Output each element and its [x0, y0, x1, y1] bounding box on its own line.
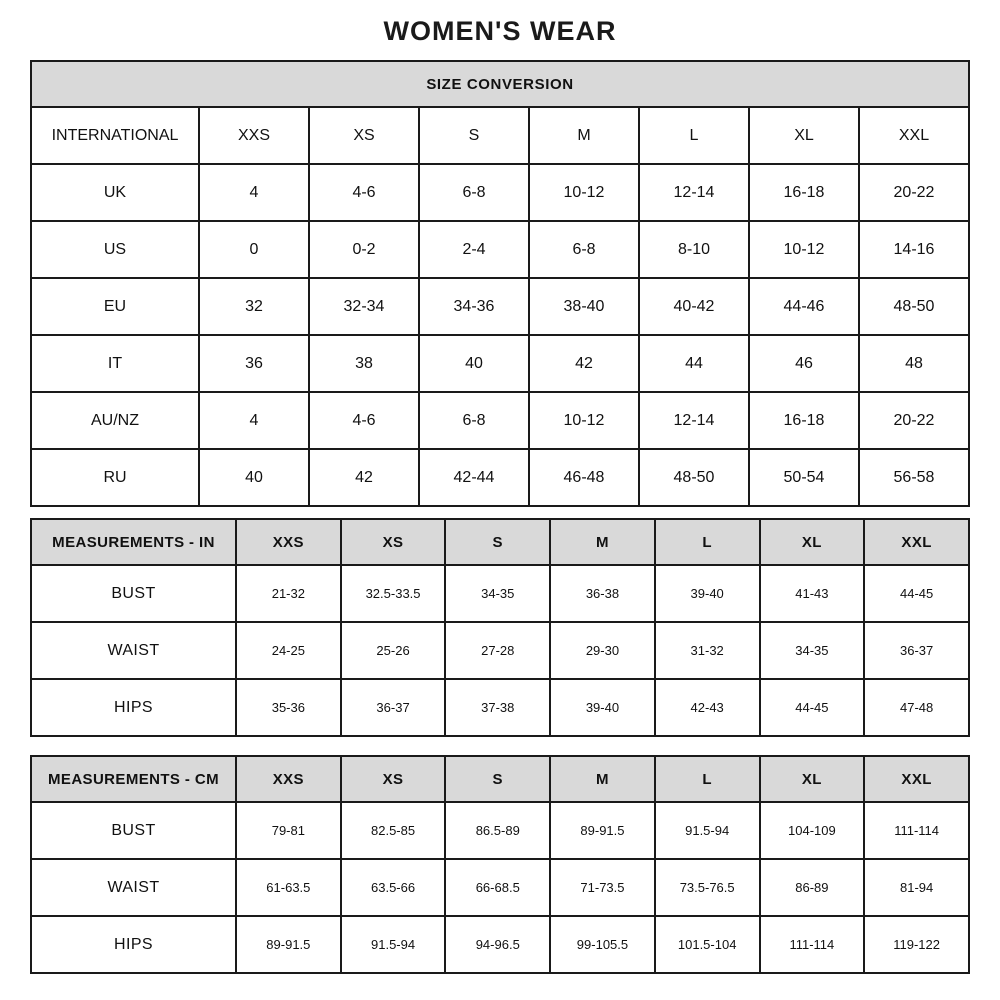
- column-header: XXS: [236, 519, 341, 565]
- table-cell: 46: [749, 335, 859, 392]
- table-cell: 37-38: [445, 679, 550, 736]
- table-cell: 99-105.5: [550, 916, 655, 973]
- table-cell: 44: [639, 335, 749, 392]
- table-cell: 34-36: [419, 278, 529, 335]
- table-cell: 81-94: [864, 859, 969, 916]
- table-cell: 63.5-66: [341, 859, 446, 916]
- table-cell: 42: [309, 449, 419, 506]
- table-cell: 20-22: [859, 392, 969, 449]
- column-header: M: [550, 519, 655, 565]
- table-cell: 10-12: [529, 164, 639, 221]
- table-cell: 42: [529, 335, 639, 392]
- table-cell: 44-45: [864, 565, 969, 622]
- column-header: MEASUREMENTS - CM: [31, 756, 236, 802]
- column-header: S: [445, 519, 550, 565]
- table-cell: 42-44: [419, 449, 529, 506]
- measurements-in-table: [30, 518, 970, 737]
- size-conversion-table: [30, 60, 970, 507]
- table-row: [31, 449, 969, 506]
- column-header: XL: [760, 519, 865, 565]
- row-label: WAIST: [31, 859, 236, 916]
- table-cell: 91.5-94: [341, 916, 446, 973]
- table-cell: 12-14: [639, 392, 749, 449]
- table-cell: 38-40: [529, 278, 639, 335]
- table-cell: 79-81: [236, 802, 341, 859]
- column-header: M: [550, 756, 655, 802]
- table-cell: 4-6: [309, 392, 419, 449]
- table-row: [31, 859, 969, 916]
- table-cell: XS: [309, 107, 419, 164]
- table-cell: 34-35: [445, 565, 550, 622]
- table-cell: 47-48: [864, 679, 969, 736]
- table-row: [31, 61, 969, 107]
- table-cell: 82.5-85: [341, 802, 446, 859]
- table-cell: 32: [199, 278, 309, 335]
- table-row: [31, 164, 969, 221]
- table-cell: 6-8: [419, 392, 529, 449]
- row-label: INTERNATIONAL: [31, 107, 199, 164]
- table-cell: 6-8: [419, 164, 529, 221]
- table-row: [31, 565, 969, 622]
- table-cell: 44-45: [760, 679, 865, 736]
- table-cell: 39-40: [655, 565, 760, 622]
- table-cell: 4-6: [309, 164, 419, 221]
- table-cell: 4: [199, 164, 309, 221]
- table-cell: 48: [859, 335, 969, 392]
- page-title: WOMEN'S WEAR: [383, 16, 617, 46]
- table-cell: 24-25: [236, 622, 341, 679]
- table-cell: 10-12: [749, 221, 859, 278]
- row-label: IT: [31, 335, 199, 392]
- table-cell: 61-63.5: [236, 859, 341, 916]
- table-row: [31, 519, 969, 565]
- row-label: RU: [31, 449, 199, 506]
- table-cell: 73.5-76.5: [655, 859, 760, 916]
- table-cell: 46-48: [529, 449, 639, 506]
- table-cell: 41-43: [760, 565, 865, 622]
- table-cell: 50-54: [749, 449, 859, 506]
- table-cell: L: [639, 107, 749, 164]
- table-row: [31, 107, 969, 164]
- table-cell: 34-35: [760, 622, 865, 679]
- table-cell: 91.5-94: [655, 802, 760, 859]
- column-header: XXL: [864, 756, 969, 802]
- column-header: XXS: [236, 756, 341, 802]
- row-label: WAIST: [31, 622, 236, 679]
- table-cell: 16-18: [749, 392, 859, 449]
- table-row: [31, 278, 969, 335]
- table-cell: 21-32: [236, 565, 341, 622]
- table-cell: 111-114: [760, 916, 865, 973]
- column-header: XS: [341, 519, 446, 565]
- column-header: XXL: [864, 519, 969, 565]
- column-header: L: [655, 756, 760, 802]
- table-cell: 94-96.5: [445, 916, 550, 973]
- table-cell: 27-28: [445, 622, 550, 679]
- table-cell: 12-14: [639, 164, 749, 221]
- table-cell: 56-58: [859, 449, 969, 506]
- table-cell: 38: [309, 335, 419, 392]
- row-label: AU/NZ: [31, 392, 199, 449]
- column-header: L: [655, 519, 760, 565]
- column-header: XS: [341, 756, 446, 802]
- table-cell: 36-37: [341, 679, 446, 736]
- table-cell: 89-91.5: [550, 802, 655, 859]
- row-label: US: [31, 221, 199, 278]
- table-cell: 31-32: [655, 622, 760, 679]
- table-cell: 35-36: [236, 679, 341, 736]
- table-row: [31, 916, 969, 973]
- table-cell: 20-22: [859, 164, 969, 221]
- table-cell: 32.5-33.5: [341, 565, 446, 622]
- table-cell: XXL: [859, 107, 969, 164]
- table-cell: 2-4: [419, 221, 529, 278]
- table-row: [31, 802, 969, 859]
- table-cell: 71-73.5: [550, 859, 655, 916]
- table-cell: 86-89: [760, 859, 865, 916]
- table-cell: 66-68.5: [445, 859, 550, 916]
- table-cell: 111-114: [864, 802, 969, 859]
- table-cell: XL: [749, 107, 859, 164]
- table-cell: 89-91.5: [236, 916, 341, 973]
- row-label: EU: [31, 278, 199, 335]
- table-cell: 119-122: [864, 916, 969, 973]
- table-cell: 16-18: [749, 164, 859, 221]
- table-cell: M: [529, 107, 639, 164]
- table-cell: 36-38: [550, 565, 655, 622]
- table-cell: 40-42: [639, 278, 749, 335]
- row-label: BUST: [31, 802, 236, 859]
- table-cell: 101.5-104: [655, 916, 760, 973]
- table-cell: 39-40: [550, 679, 655, 736]
- table-cell: 4: [199, 392, 309, 449]
- table-cell: S: [419, 107, 529, 164]
- table-cell: 10-12: [529, 392, 639, 449]
- table-cell: 48-50: [859, 278, 969, 335]
- table-cell: 36: [199, 335, 309, 392]
- row-label: HIPS: [31, 679, 236, 736]
- row-label: BUST: [31, 565, 236, 622]
- table-cell: 6-8: [529, 221, 639, 278]
- table-cell: 104-109: [760, 802, 865, 859]
- table-cell: 36-37: [864, 622, 969, 679]
- table-cell: 42-43: [655, 679, 760, 736]
- table-row: [31, 392, 969, 449]
- row-label: UK: [31, 164, 199, 221]
- table-cell: 48-50: [639, 449, 749, 506]
- column-header: MEASUREMENTS - IN: [31, 519, 236, 565]
- table-cell: 0-2: [309, 221, 419, 278]
- column-header: XL: [760, 756, 865, 802]
- table-cell: 29-30: [550, 622, 655, 679]
- table-cell: 0: [199, 221, 309, 278]
- table-row: [31, 756, 969, 802]
- table-cell: XXS: [199, 107, 309, 164]
- table-cell: 86.5-89: [445, 802, 550, 859]
- table-cell: 44-46: [749, 278, 859, 335]
- table-row: [31, 221, 969, 278]
- table-cell: 40: [419, 335, 529, 392]
- table-cell: 8-10: [639, 221, 749, 278]
- table-cell: 32-34: [309, 278, 419, 335]
- row-label: HIPS: [31, 916, 236, 973]
- size-conversion-header: SIZE CONVERSION: [31, 61, 969, 107]
- table-row: [31, 622, 969, 679]
- table-row: [31, 679, 969, 736]
- table-cell: 40: [199, 449, 309, 506]
- table-cell: 25-26: [341, 622, 446, 679]
- table-cell: 14-16: [859, 221, 969, 278]
- measurements-cm-table: [30, 755, 970, 974]
- column-header: S: [445, 756, 550, 802]
- table-row: [31, 335, 969, 392]
